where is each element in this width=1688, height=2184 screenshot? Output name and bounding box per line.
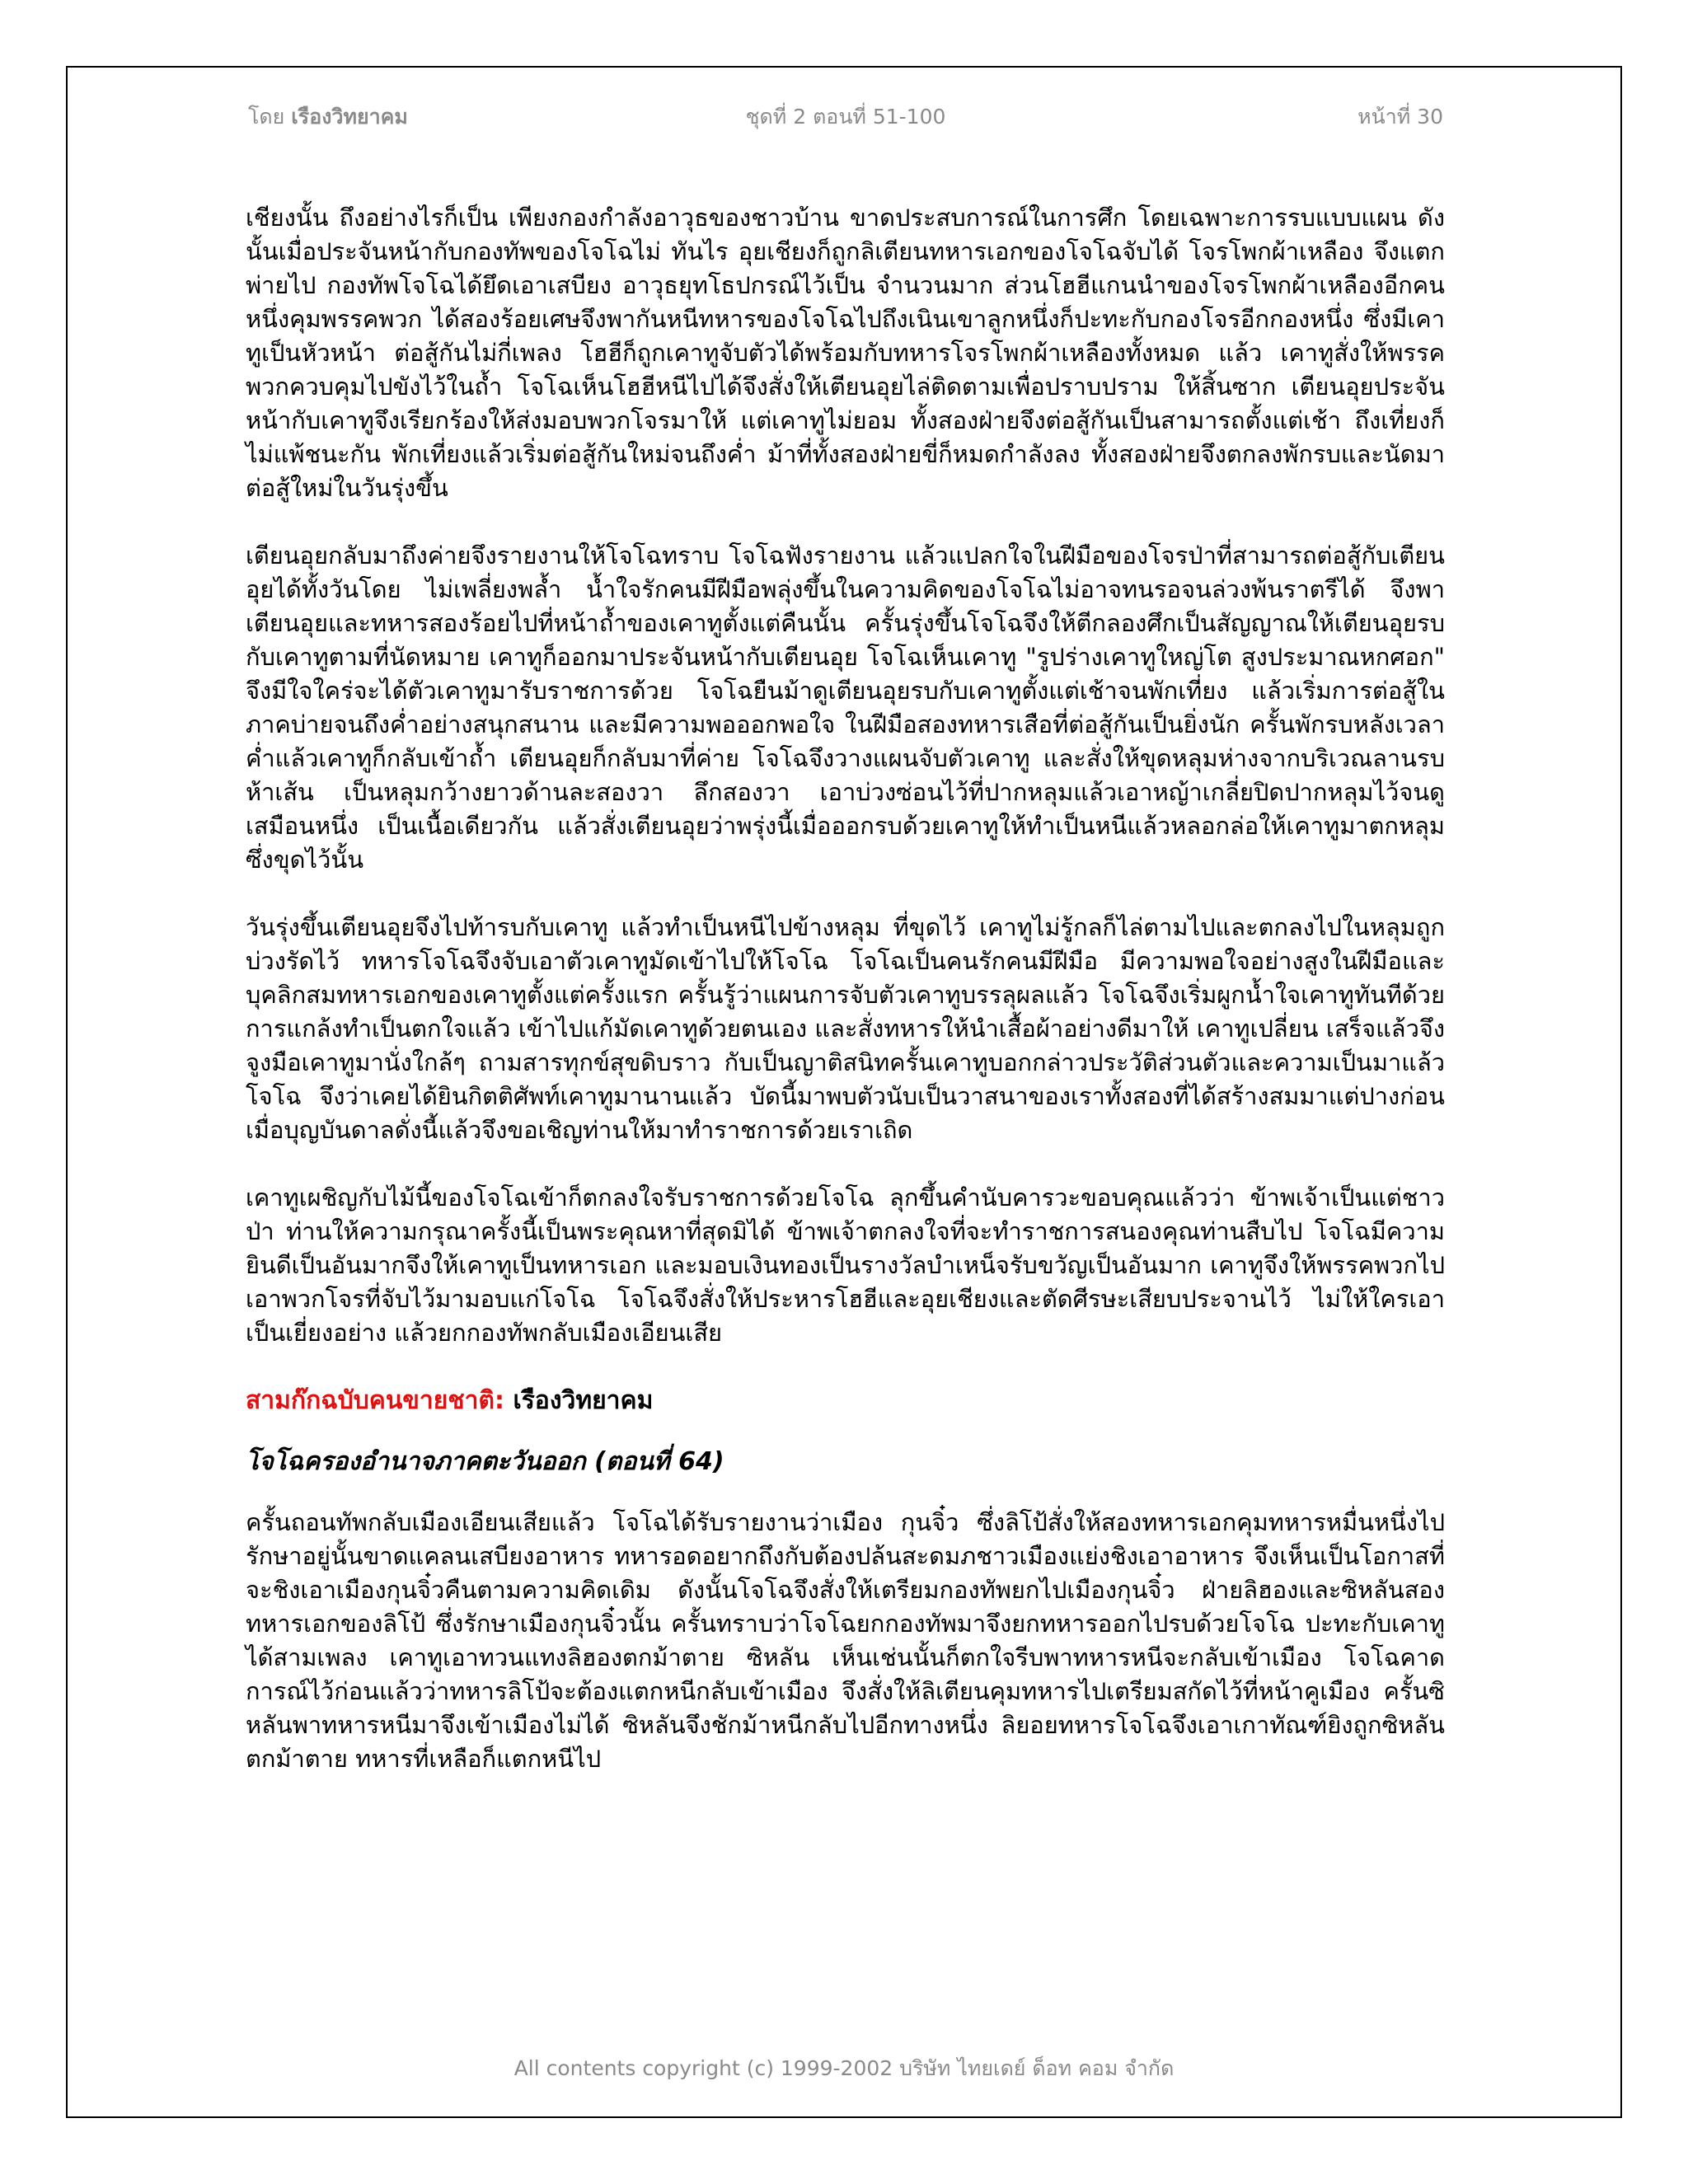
section-heading bbox=[246, 1384, 1445, 1418]
copyright-footer: All contents copyright (c) 1999-2002 บริษัท ไทยเดย์ ด็อท คอม จำกัด bbox=[513, 2056, 1175, 2080]
body-paragraph-5: ครั้นถอนทัพกลับเมืองเอียนเสียแล้ว โจโฉได้รับรายงานว่าเมือง กุนจิ๋ว ซึ่งลิโป้สั่งให้สองทหารเอกคุมทหารหมื่นหนึ่งไปรักษาอยู่นั้นขาดแคลนเสบียงอาหาร ทหารอดอยากถึงกับต้องปล้นสะดมภชาวเมืองแย่งชิงเอาอาหาร จึงเห็นเป็นโอกาสที่จะชิงเอาเมืองกุนจิ๋วคืนตามความคิดเดิม ดังนั้นโจโฉจึงสั่งให้เตรียมกองทัพยกไปเมืองกุนจิ๋ว ฝ่ายลิฮองและซิหลันสองทหารเอกของลิโป้ ซึ่งรักษาเมืองกุนจิ๋วนั้น ครั้นทราบว่าโจโฉยกกองทัพมาจึงยกทหารออกไปรบด้วยโจโฉ ปะทะกับเคาทูได้สามเพลง เคาทูเอาทวนแทงลิฮองตกม้าตาย ซิหลัน เห็นเช่นนั้นก็ตกใจรีบพาทหารหนีจะกลับเข้าเมือง โจโฉคาดการณ์ไว้ก่อนแล้วว่าทหารลิโป้จะต้องแตกหนีกลับเข้าเมือง จึงสั่งให้ลิเตียนคุมทหารไปเตรียมสกัดไว้ที่หน้าคูเมือง ครั้นซิหลันพาทหารหนีมาจึงเข้าเมืองไม่ได้ ซิหลันจึงชักม้าหนีกลับไปอีกทางหนึ่ง ลิยอยทหารโจโฉจึงเอาเกาทัณฑ์ยิงถูกซิหลันตกม้าตาย ทหารที่เหลือก็แตกหนีไป bbox=[246, 1508, 1445, 1773]
body-paragraph-2: เตียนอุยกลับมาถึงค่ายจึงรายงานให้โจโฉทราบ โจโฉฟังรายงาน แล้วแปลกใจในฝีมือของโจรป่าที่สามารถต่อสู้กับเตียนอุยได้ทั้งวันโดย ไม่เพลี่ยงพล้ำ น้ำใจรักคนมีฝีมือพลุ่งขึ้นในความคิดของโจโฉไม่อาจทนรอจนล่วงพ้นราตรีได้ จึงพาเตียนอุยและทหารสองร้อยไปที่หน้าถ้ำของเคาทูตั้งแต่คืนนั้น ครั้นรุ่งขึ้นโจโฉจึงให้ตีกลองศึกเป็นสัญญาณให้เตียนอุยรบกับเคาทูตามที่นัดหมาย เคาทูก็ออกมาประจันหน้ากับเตียนอุย โจโฉเห็นเคาทู "รูปร่างเคาทูใหญ่โต สูงประมาณหกศอก" จึงมีใจใคร่จะได้ตัวเคาทูมารับราชการด้วย โจโฉยืนม้าดูเตียนอุยรบกับเคาทูตั้งแต่เช้าจนพักเที่ยง แล้วเริ่มการต่อสู้ในภาคบ่ายจนถึงค่ำอย่างสนุกสนาน และมีความพอออกพอใจ ในฝีมือสองทหารเสือที่ต่อสู้กันเป็นยิ่งนัก ครั้นพักรบหลังเวลาค่ำแล้วเคาทูก็กลับเข้าถ้ำ เตียนอุยก็กลับมาที่ค่าย โจโฉจึงวางแผนจับตัวเคาทู และสั่งให้ขุดหลุมห่างจากบริเวณลานรบห้าเส้น เป็นหลุมกว้างยาวด้านละสองวา ลึกสองวา เอาบ่วงซ่อนไว้ที่ปากหลุมแล้วเอาหญ้าเกลี่ยปิดปากหลุมไว้จนดูเสมือนหนึ่ง เป็นเนื้อเดียวกัน แล้วสั่งเตียนอุยว่าพรุ่งนี้เมื่อออกรบด้วยเคาทูให้ทำเป็นหนีแล้วหลอกล่อให้เคาทูมาตกหลุมซึ่งขุดไว้นั้น bbox=[246, 541, 1445, 874]
body-paragraph-1: เชียงนั้น ถึงอย่างไรก็เป็น เพียงกองกำลังอาวุธของชาวบ้าน ขาดประสบการณ์ในการศึก โดยเฉพาะการรบแบบแผน ดังนั้นเมื่อประจันหน้ากับกองทัพของโจโฉไม่ ทันไร อุยเชียงก็ถูกลิเตียนทหารเอกของโจโฉจับได้ โจรโพกผ้าเหลือง จึงแตกพ่ายไป กองทัพโจโฉได้ยึดเอาเสบียง อาวุธยุทโธปกรณ์ไว้เป็น จำนวนมาก ส่วนโฮฮีแกนนำของโจรโพกผ้าเหลืองอีกคนหนึ่งคุมพรรคพวก ได้สองร้อยเศษจึงพากันหนีทหารของโจโฉไปถึงเนินเขาลูกหนึ่งก็ปะทะกับกองโจรอีกกองหนึ่ง ซึ่งมีเคาทูเป็นหัวหน้า ต่อสู้กันไม่กี่เพลง โฮฮีก็ถูกเคาทูจับตัวได้พร้อมกับทหารโจรโพกผ้าเหลืองทั้งหมด แล้ว เคาทูสั่งให้พรรคพวกควบคุมไปขังไว้ในถ้ำ โจโฉเห็นโฮฮีหนีไปได้จึงสั่งให้เตียนอุยไล่ติดตามเพื่อปราบปราม ให้สิ้นซาก เตียนอุยประจันหน้ากับเคาทูจึงเรียกร้องให้ส่งมอบพวกโจรมาให้ แต่เคาทูไม่ยอม ทั้งสองฝ่ายจึงต่อสู้กันเป็นสามารถตั้งแต่เช้า ถึงเที่ยงก็ไม่แพ้ชนะกัน พักเที่ยงแล้วเริ่มต่อสู้กันใหม่จนถึงค่ำ ม้าที่ทั้งสองฝ่ายขี่ก็หมดกำลังลง ทั้งสองฝ่ายจึงตกลงพักรบและนัดมาต่อสู้ใหม่ในวันรุ่งขึ้น bbox=[246, 204, 1445, 502]
header-page-number: หน้าที่ 30 bbox=[1357, 105, 1443, 129]
body-paragraph-4: เคาทูเผชิญกับไม้นี้ของโจโฉเข้าก็ตกลงใจรับราชการด้วยโจโฉ ลุกขึ้นคำนับคารวะขอบคุณแล้วว่า ข้าพเจ้าเป็นแต่ชาวป่า ท่านให้ความกรุณาครั้งนี้เป็นพระคุณหาที่สุดมิได้ ข้าพเจ้าตกลงใจที่จะทำราชการสนองคุณท่านสืบไป โจโฉมีความยินดีเป็นอันมากจึงให้เคาทูเป็นทหารเอก และมอบเงินทองเป็นรางวัลบำเหน็จรับขวัญเป็นอันมาก เคาทูจึงให้พรรคพวกไปเอาพวกโจรที่จับไว้มามอบแก่โจโฉ โจโฉจึงสั่งให้ประหารโฮฮีและอุยเชียงและตัดศีรษะเสียบประจานไว้ ไม่ให้ใครเอาเป็นเยี่ยงอย่าง แล้วยกกองทัพกลับเมืองเอียนเสีย bbox=[246, 1183, 1445, 1347]
header-author-name: เรืองวิทยาคม bbox=[291, 105, 408, 129]
page-header bbox=[248, 101, 1443, 134]
section-heading-author: เรืองวิทยาคม bbox=[513, 1386, 654, 1415]
section-heading-title: สามก๊กฉบับคนขายชาติ: bbox=[246, 1386, 504, 1415]
body-paragraph-3: วันรุ่งขึ้นเตียนอุยจึงไปท้ารบกับเคาทู แล้วทำเป็นหนีไปข้างหลุม ที่ขุดไว้ เคาทูไม่รู้กลก็ไล่ตามไปและตกลงไปในหลุมถูกบ่วงรัดไว้ ทหารโจโฉจึงจับเอาตัวเคาทูมัดเข้าไปให้โจโฉ โจโฉเป็นคนรักคนมีฝีมือ มีความพอใจอย่างสูงในฝีมือและบุคลิกสมทหารเอกของเคาทูตั้งแต่ครั้งแรก ครั้นรู้ว่าแผนการจับตัวเคาทูบรรลุผลแล้ว โจโฉจึงเริ่มผูกน้ำใจเคาทูทันทีด้วยการแกล้งทำเป็นตกใจแล้ว เข้าไปแก้มัดเคาทูด้วยตนเอง และสั่งทหารให้นำเสื้อผ้าอย่างดีมาให้ เคาทูเปลี่ยน เสร็จแล้วจึงจูงมือเคาทูมานั่งใกล้ๆ ถามสารทุกข์สุขดิบราว กับเป็นญาติสนิทครั้นเคาทูบอกกล่าวประวัติส่วนตัวและความเป็นมาแล้ว โจโฉ จึงว่าเคยได้ยินกิตติศัพท์เคาทูมานานแล้ว บัดนี้มาพบตัวนับเป็นวาสนาของเราทั้งสองที่ได้สร้างสมมาแต่ปางก่อน เมื่อบุญบันดาลดั่งนี้แล้วจึงขอเชิญท่านให้มาทำราชการด้วยเราเถิด bbox=[246, 913, 1445, 1144]
page-content bbox=[246, 201, 1445, 1810]
header-author-prefix: โดย bbox=[248, 105, 285, 129]
header-series: ชุดที่ 2 ตอนที่ 51-100 bbox=[745, 105, 946, 129]
episode-title: โจโฉครองอำนาจภาคตะวันออก (ตอนที่ 64) bbox=[246, 1447, 724, 1476]
